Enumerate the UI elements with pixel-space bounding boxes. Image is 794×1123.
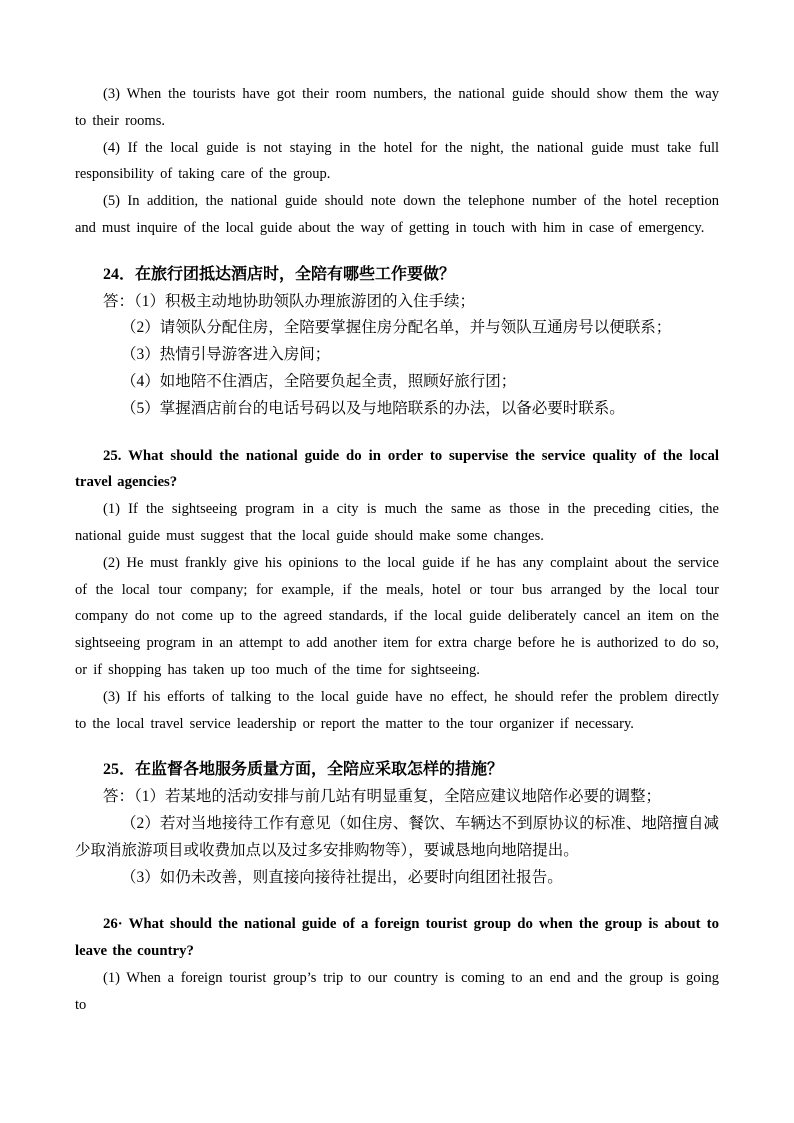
- section-q26-english: [75, 911, 719, 1018]
- q25-en-point-1: (1) If the sightseeing program in a city is much the same as those in the preceding cities, the national guide must suggest that the local guide should make some changes.: [75, 501, 719, 544]
- section-q25-chinese: [75, 757, 719, 891]
- section-q24-chinese: [75, 262, 719, 423]
- q25-zh-heading: 25．在监督各地服务质量方面，全陪应采取怎样的措施？: [103, 761, 504, 779]
- section-q24-english-answer-continuation: [75, 81, 719, 242]
- q25-zh-answer-1: 答：（1）若某地的活动安排与前几站有明显重复，全陪应建议地陪作必要的调整；: [103, 788, 662, 806]
- q24-zh-answer-1: 答：（1）积极主动地协助领队办理旅游团的入住手续；: [103, 292, 476, 310]
- q24-zh-answer-5: （5）掌握酒店前台的电话号码以及与地陪联系的办法，以备必要时联系。: [121, 399, 625, 417]
- q25-zh-answer-2: （2）若对当地接待工作有意见（如住房、餐饮、车辆达不到原协议的标准、地陪擅自减少取消旅游项目或收费加点以及过多安排购物等），要诚恳地向地陪提出。: [75, 814, 719, 859]
- section-q25-english: [75, 443, 719, 738]
- q24-en-point-5: (5) In addition, the national guide should note down the telephone number of the hotel reception and must inquire of the local guide about the way of getting in touch with him in case of emergency.: [75, 193, 719, 236]
- q24-zh-answer-4: （4）如地陪不住酒店，全陪要负起全责，照顾好旅行团；: [121, 372, 517, 390]
- q25-en-point-3: (3) If his efforts of talking to the local guide have no effect, he should refer the problem directly to the local travel service leadership or report the matter to the tour organizer if necessary.: [75, 688, 719, 732]
- q25-en-point-2: (2) He must frankly give his opinions to the local guide if he has any complaint about the service of the local tour company; for example, if the meals, hotel or tour bus arranged by the local tour company do not come up to the agreed standards, if the local guide deliberately cancel an item on the sightseeing program in an attempt to add another item for extra charge before he is authorized to do so, or if shopping has taken up too much of the time for sightseeing.: [75, 554, 719, 678]
- q24-zh-heading: 24．在旅行团抵达酒店时，全陪有哪些工作要做？: [103, 265, 456, 283]
- q24-zh-answer-3: （3）热情引导游客进入房间；: [121, 346, 331, 364]
- q24-en-point-3: (3) When the tourists have got their room numbers, the national guide should show them the way to their rooms.: [75, 86, 719, 129]
- q24-zh-answer-2: （2）请领队分配住房，全陪要掌握住房分配名单，并与领队互通房号以便联系；: [121, 319, 672, 337]
- q25-en-heading: 25. What should the national guide do in order to supervise the service quality of the local travel agencies?: [75, 447, 719, 491]
- q26-en-point-1: (1) When a foreign tourist group’s trip to our country is coming to an end and the group is going to: [75, 969, 719, 1013]
- q26-en-heading: 26· What should the national guide of a foreign tourist group do when the group is about to leave the country?: [75, 916, 719, 960]
- q24-en-point-4: (4) If the local guide is not staying in the hotel for the night, the national guide must take full responsibility of taking care of the group.: [75, 139, 719, 183]
- q25-zh-answer-3: （3）如仍未改善，则直接向接待社提出，必要时向组团社报告。: [121, 868, 563, 886]
